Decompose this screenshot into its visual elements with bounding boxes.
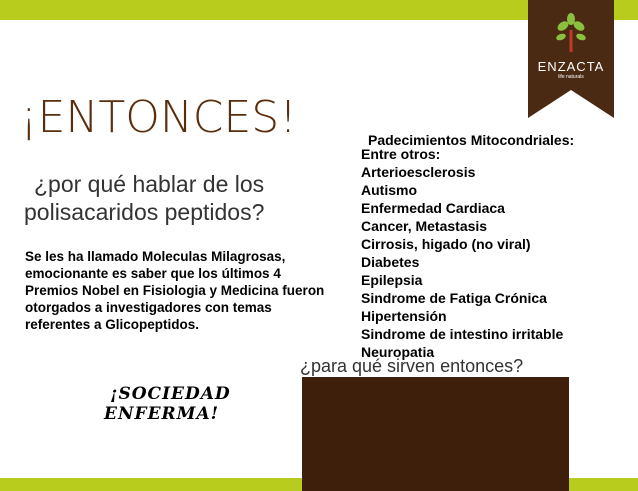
- list-item: Enfermedad Cardiaca: [361, 200, 505, 216]
- sociedad-line-2: ENFERMA!: [104, 404, 220, 424]
- slide-title: ¡ENTONCES!: [20, 92, 297, 143]
- list-item: Sindrome de intestino irritable: [361, 326, 564, 342]
- brand-tagline: life naturals: [558, 74, 584, 80]
- conditions-intro: Entre otros:: [361, 146, 441, 162]
- list-item: Sindrome de Fatiga Crónica: [361, 290, 547, 306]
- list-item: Arterioesclerosis: [361, 164, 476, 180]
- brand-logo: [528, 0, 614, 118]
- list-item: Neuropatia: [361, 344, 435, 360]
- tree-icon: [554, 12, 588, 52]
- subtitle-line-2: polisacaridos peptidos?: [24, 199, 265, 225]
- slide-subtitle: [24, 170, 324, 226]
- list-item: Epilepsia: [361, 272, 423, 288]
- subtitle-line-1: ¿por qué hablar de los: [34, 171, 265, 197]
- list-item: Autismo: [361, 182, 417, 198]
- logo-notch: [528, 90, 614, 118]
- brown-panel: [302, 377, 569, 491]
- list-item: Cancer, Metastasis: [361, 218, 488, 234]
- conditions-list: [361, 163, 563, 361]
- list-item: Cirrosis, higado (no viral): [361, 236, 531, 252]
- list-item: Diabetes: [361, 254, 420, 270]
- sociedad-line-1: ¡SOCIEDAD: [110, 384, 231, 404]
- intro-paragraph: Se les ha llamado Moleculas Milagrosas, emocionante es saber que los últimos 4 Premios Nobel en Fisiologia y Medicina fueron otorgados a investigadores con temas referentes a Glicopeptidos.: [25, 249, 325, 332]
- sociedad-enferma-text: [104, 384, 231, 424]
- logo-badge: [528, 0, 614, 90]
- conditions-heading: Padecimientos Mitocondriales:: [368, 132, 575, 148]
- question-text: ¿para qué sirven entonces?: [300, 356, 524, 376]
- list-item: Hipertensión: [361, 308, 447, 324]
- brand-name: ENZACTA: [537, 59, 605, 74]
